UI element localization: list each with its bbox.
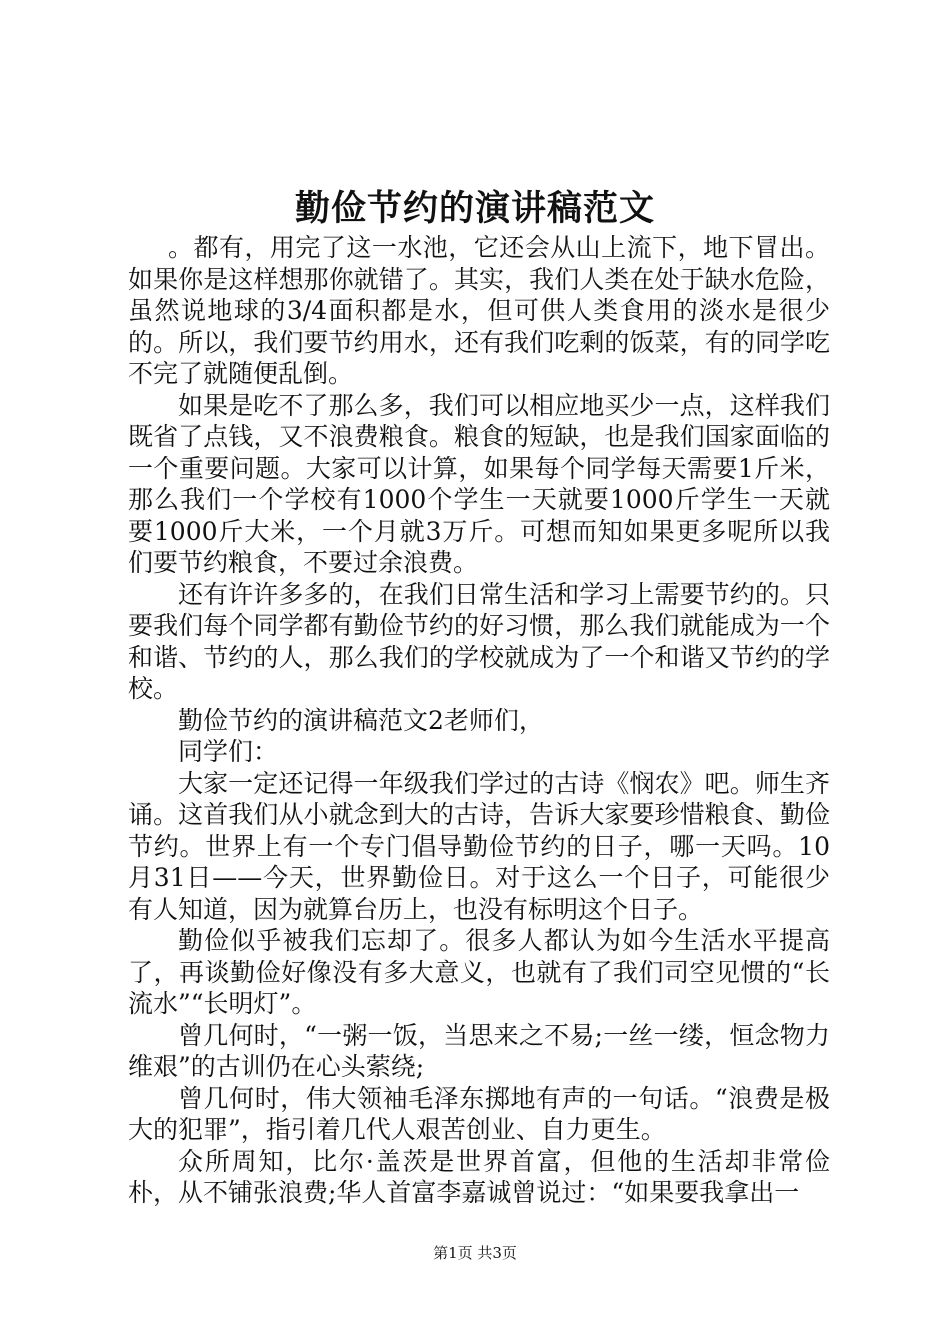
paragraph: 勤俭似乎被我们忘却了。很多人都认为如今生活水平提高了，再谈勤俭好像没有多大意义，也就有了我们司空见惯的“长流水”“长明灯”。 [128,926,830,1018]
document-body [128,232,830,1209]
paragraph: 同学们： [178,737,279,766]
page-number-footer: 第1页 共3页 [433,1244,517,1262]
paragraph: 曾几何时，“一粥一饭，当思来之不易;一丝一缕，恒念物力维艰”的古训仍在心头萦绕; [128,1020,830,1081]
paragraph: 还有许许多多的，在我们日常生活和学习上需要节约的。只要我们每个同学都有勤俭节约的好习惯，那么我们就能成为一个和谐、节约的人，那么我们的学校就成为了一个和谐又节约的学校。 [128,579,830,703]
paragraph: 众所周知，比尔·盖茨是世界首富，但他的生活却非常俭朴，从不铺张浪费;华人首富李嘉诚曾说过：“如果要我拿出一 [128,1146,830,1207]
paragraph: 曾几何时，伟大领袖毛泽东掷地有声的一句话。“浪费是极大的犯罪”，指引着几代人艰苦创业、自力更生。 [128,1083,830,1144]
paragraph: 大家一定还记得一年级我们学过的古诗《悯农》吧。师生齐诵。这首我们从小就念到大的古诗，告诉大家要珍惜粮食、勤俭节约。世界上有一个专门倡导勤俭节约的日子，哪一天吗。10月31日——今天，世界勤俭日。对于这么一个日子，可能很少有人知道，因为就算台历上，也没有标明这个日子。 [128,768,830,924]
document-title: 勤俭节约的演讲稿范文 [294,188,655,229]
paragraph: 如果是吃不了那么多，我们可以相应地买少一点，这样我们既省了点钱，又不浪费粮食。粮食的短缺，也是我们国家面临的一个重要问题。大家可以计算，如果每个同学每天需要1斤米，那么我们一个学校有1000个学生一天就要1000斤学生一天就要1000斤大米，一个月就3万斤。可想而知如果更多呢所以我们要节约粮食，不要过余浪费。 [128,390,830,577]
paragraph: 勤俭节约的演讲稿范文2老师们， [178,705,544,735]
paragraph: 。都有，用完了这一水池，它还会从山上流下，地下冒出。如果你是这样想那你就错了。其实，我们人类在处于缺水危险，虽然说地球的3/4面积都是水，但可供人类食用的淡水是很少的。所以，我们要节约用水，还有我们吃剩的饭菜，有的同学吃不完了就随便乱倒。 [128,233,830,388]
